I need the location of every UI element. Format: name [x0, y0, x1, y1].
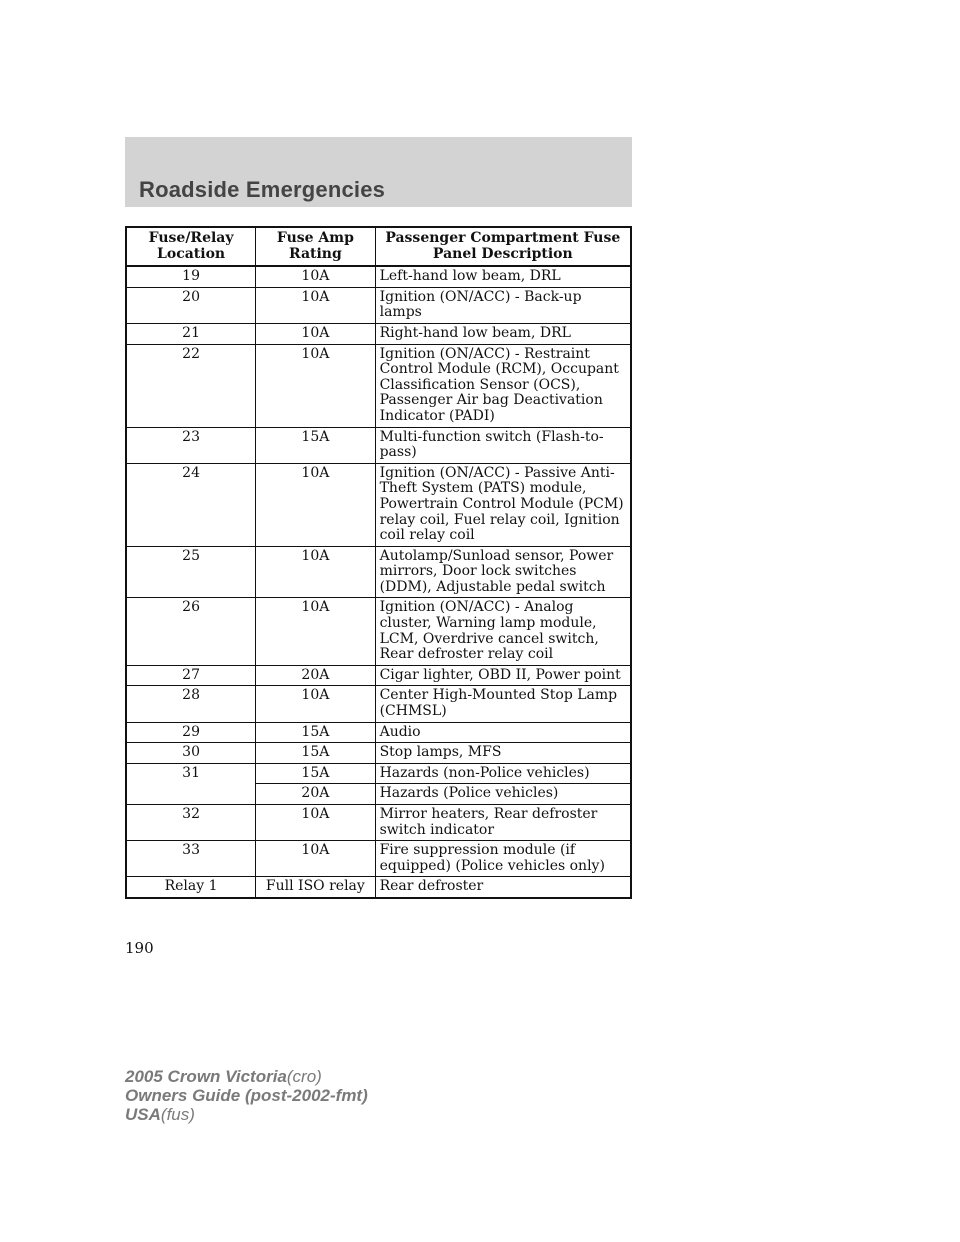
table-row: [126, 665, 631, 686]
cell-location: 32: [126, 805, 256, 841]
cell-amp: 10A: [256, 598, 375, 665]
table-row: [126, 344, 631, 427]
cell-amp: 15A: [256, 427, 375, 463]
cell-location: 27: [126, 665, 256, 686]
cell-location: 22: [126, 344, 256, 427]
cell-amp: 10A: [256, 546, 375, 598]
table-row: [126, 323, 631, 344]
table-row: [126, 841, 631, 877]
cell-description: Ignition (ON/ACC) - Passive Anti-Theft System (PATS) module, Powertrain Control Module (PCM) relay coil, Fuel relay coil, Ignition coil relay coil: [375, 463, 631, 546]
cell-location: 33: [126, 841, 256, 877]
cell-amp: Full ISO relay: [256, 877, 375, 898]
cell-description: Mirror heaters, Rear defroster switch indicator: [375, 805, 631, 841]
cell-description: Left-hand low beam, DRL: [375, 266, 631, 287]
cell-amp: 10A: [256, 266, 375, 287]
cell-description: Stop lamps, MFS: [375, 743, 631, 764]
document-footer: [125, 1067, 368, 1124]
table-row: [126, 598, 631, 665]
cell-amp: 10A: [256, 344, 375, 427]
footer-line-1: [125, 1067, 368, 1086]
cell-amp: 20A: [256, 784, 375, 805]
table-row: [126, 266, 631, 287]
footer-guide: Owners Guide (post-2002-fmt): [125, 1086, 368, 1105]
section-title: Roadside Emergencies: [139, 177, 386, 202]
cell-amp: 10A: [256, 287, 375, 323]
column-header-location: Fuse/Relay Location: [126, 227, 256, 266]
cell-amp: 10A: [256, 463, 375, 546]
table-row: [126, 287, 631, 323]
cell-amp: 10A: [256, 686, 375, 722]
cell-location: 19: [126, 266, 256, 287]
cell-location: 25: [126, 546, 256, 598]
table-row: [126, 722, 631, 743]
cell-location: 29: [126, 722, 256, 743]
table-row: [126, 877, 631, 898]
footer-model-code: (cro): [286, 1067, 322, 1086]
cell-description: Multi-function switch (Flash-to-pass): [375, 427, 631, 463]
footer-market: USA: [125, 1105, 161, 1124]
cell-description: Right-hand low beam, DRL: [375, 323, 631, 344]
fuse-table: [125, 226, 632, 899]
cell-amp: 10A: [256, 805, 375, 841]
cell-amp: 20A: [256, 665, 375, 686]
table-row: [126, 686, 631, 722]
cell-amp: 15A: [256, 722, 375, 743]
cell-description: Audio: [375, 722, 631, 743]
cell-location: Relay 1: [126, 877, 256, 898]
table-row: [126, 805, 631, 841]
cell-description: Rear defroster: [375, 877, 631, 898]
footer-market-code: (fus): [160, 1105, 195, 1124]
cell-location: 31: [126, 763, 256, 804]
cell-description: Center High-Mounted Stop Lamp (CHMSL): [375, 686, 631, 722]
table-header-row: [126, 227, 631, 266]
cell-description: Hazards (Police vehicles): [375, 784, 631, 805]
cell-description: Hazards (non-Police vehicles): [375, 763, 631, 784]
table-row: [126, 546, 631, 598]
cell-amp: 10A: [256, 323, 375, 344]
table-row: [126, 427, 631, 463]
cell-amp: 15A: [256, 743, 375, 764]
cell-description: Ignition (ON/ACC) - Analog cluster, Warning lamp module, LCM, Overdrive cancel switch, Rear defroster relay coil: [375, 598, 631, 665]
cell-location: 23: [126, 427, 256, 463]
cell-location: 30: [126, 743, 256, 764]
cell-description: Cigar lighter, OBD II, Power point: [375, 665, 631, 686]
table-row: [126, 463, 631, 546]
footer-line-3: [125, 1105, 368, 1124]
cell-description: Fire suppression module (if equipped) (Police vehicles only): [375, 841, 631, 877]
cell-amp: 15A: [256, 763, 375, 784]
cell-description: Ignition (ON/ACC) - Restraint Control Module (RCM), Occupant Classification Sensor (OCS), Passenger Air bag Deactivation Indicator (PADI): [375, 344, 631, 427]
table-row: [126, 743, 631, 764]
cell-location: 21: [126, 323, 256, 344]
table-row: [126, 763, 631, 784]
footer-model: 2005 Crown Victoria: [125, 1067, 287, 1086]
cell-location: 26: [126, 598, 256, 665]
footer-line-2: [125, 1086, 368, 1105]
cell-description: Ignition (ON/ACC) - Back-up lamps: [375, 287, 631, 323]
cell-location: 28: [126, 686, 256, 722]
cell-location: 24: [126, 463, 256, 546]
section-header-band: [125, 137, 632, 207]
cell-location: 20: [126, 287, 256, 323]
page-number: 190: [125, 939, 154, 957]
column-header-description: Passenger Compartment Fuse Panel Description: [375, 227, 631, 266]
cell-amp: 10A: [256, 841, 375, 877]
cell-description: Autolamp/Sunload sensor, Power mirrors, Door lock switches (DDM), Adjustable pedal switch: [375, 546, 631, 598]
column-header-amp: Fuse Amp Rating: [256, 227, 375, 266]
